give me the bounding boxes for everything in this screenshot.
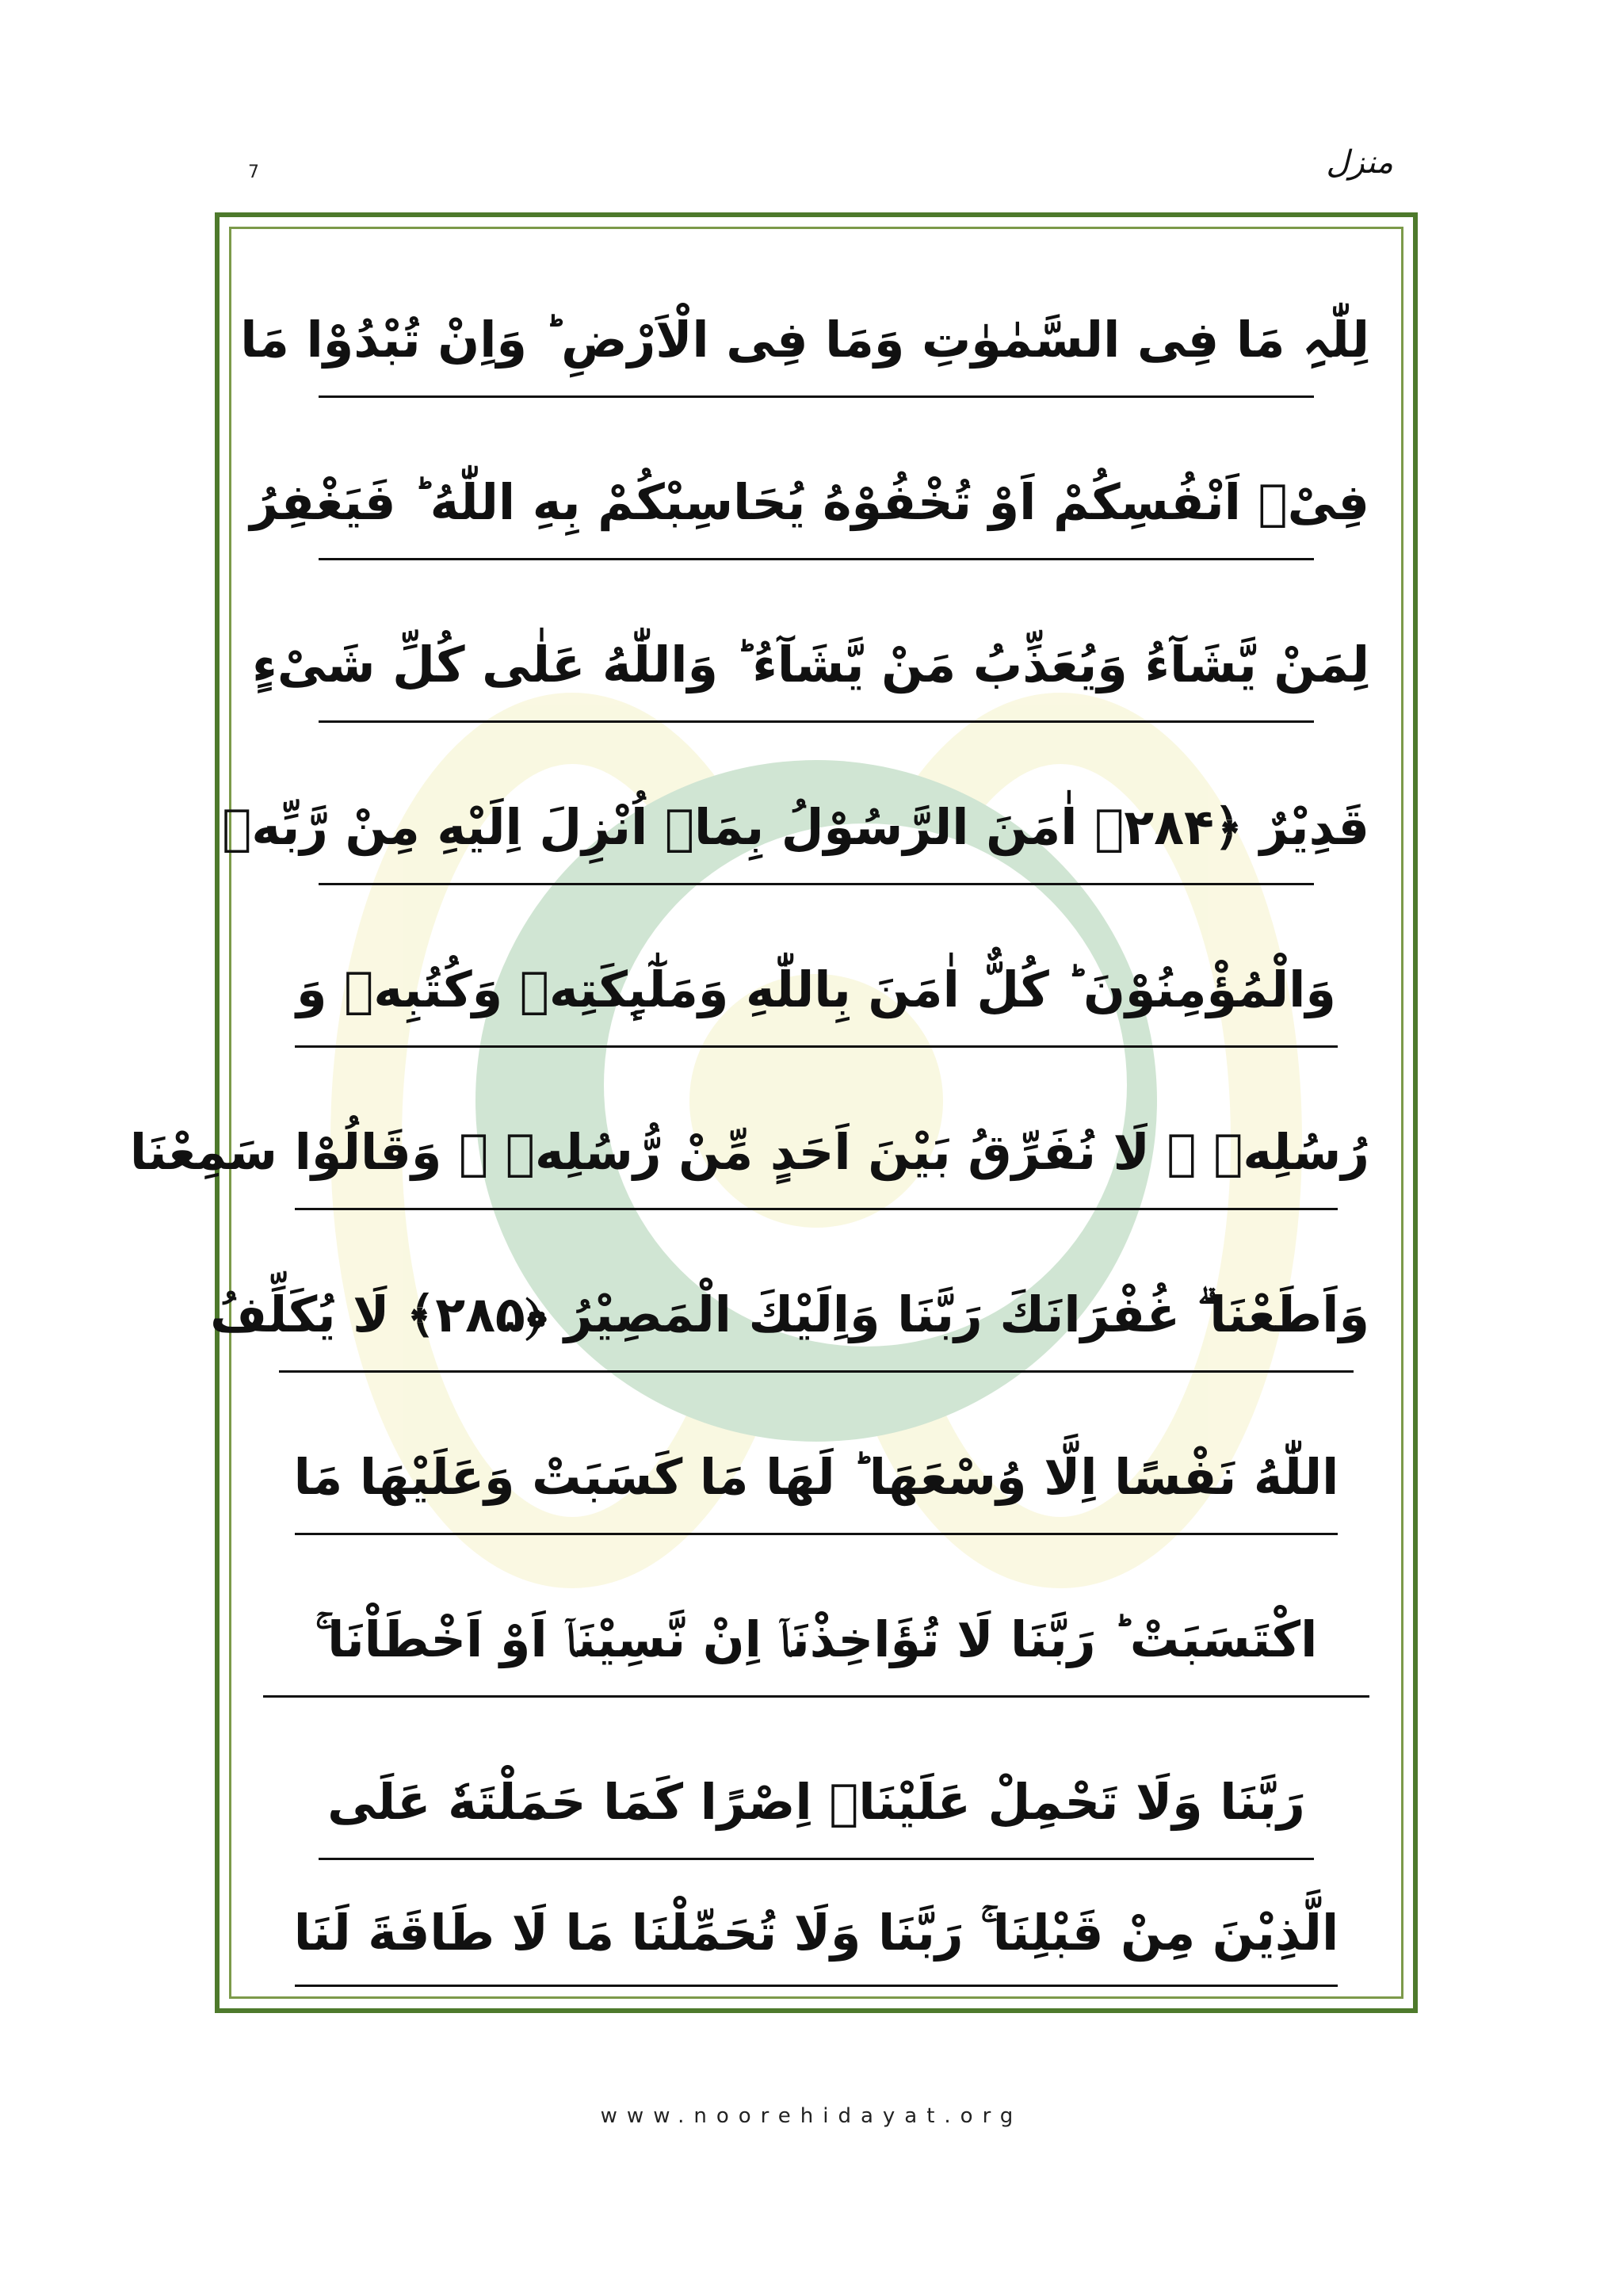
verse-text: الَّذِیْنَ مِنْ قَبْلِنَا ۚ رَبَّنَا وَلَا تُحَمِّلْنَا مَا لَا طَاقَةَ لَنَا [293, 1904, 1339, 1962]
verse-text: فِیْۤ اَنْفُسِكُمْ اَوْ تُخْفُوْهُ یُحَاسِبْكُمْ بِهِ اللّٰهُ ؕ فَیَغْفِرُ [250, 473, 1369, 531]
verse-text: اللّٰهُ نَفْسًا اِلَّا وُسْعَهَا ؕ لَهَا مَا كَسَبَتْ وَعَلَیْهَا مَا [293, 1448, 1339, 1506]
verse-text: اكْتَسَبَتْ ؕ رَبَّنَا لَا تُؤَاخِذْنَاۤ اِنْ نَّسِیْنَاۤ اَوْ اَخْطَاْنَا ۚ [315, 1610, 1318, 1668]
verse-text: رَبَّنَا وَلَا تَحْمِلْ عَلَیْنَاۤ اِصْرًا كَمَا حَمَلْتَهٗ عَلَی [327, 1773, 1305, 1831]
verse-line [222, 748, 1401, 911]
footer-url: www.noorehidayat.org [600, 2104, 1023, 2128]
manzil-header: منزل [1326, 144, 1393, 181]
verse-lines [129, 229, 1401, 1996]
verse-text: لِلّٰہِ مَا فِی السَّمٰوٰتِ وَمَا فِی الْاَرْضِ ؕ وَاِنْ تُبْدُوْا مَا [240, 311, 1369, 369]
verse-rule [319, 1858, 1314, 1860]
page-number: 7 [248, 162, 259, 182]
verse-rule [295, 1533, 1338, 1535]
verse-rule [295, 1045, 1338, 1048]
verse-text: وَالْمُؤْمِنُوْنَ ؕ كُلٌّ اٰمَنَ بِاللّٰهِ وَمَلٰٓىِٕكَتِهٖ وَكُتُبِهٖ وَ [296, 961, 1336, 1018]
page-frame-inner [129, 227, 1403, 1999]
verse-rule [295, 1208, 1338, 1210]
verse-line [231, 911, 1401, 1073]
verse-rule [319, 558, 1314, 560]
verse-line [231, 261, 1401, 423]
verse-rule [319, 883, 1314, 885]
verse-line [129, 1073, 1401, 1236]
verse-text: وَاَطَعْنَا ۗ غُفْرَانَكَ رَبَّنَا وَاِلَیْكَ الْمَصِیْرُ ﴿۲۸۵﴾ لَا یُكَلِّفُ [210, 1286, 1369, 1343]
verse-line [231, 1885, 1401, 1996]
verse-line [231, 423, 1401, 586]
verse-rule [263, 1695, 1369, 1698]
verse-line [231, 586, 1401, 748]
verse-rule [319, 395, 1314, 398]
verse-text: لِمَنْ یَّشَآءُ وَیُعَذِّبُ مَنْ یَّشَآءُ ؕ وَاللّٰهُ عَلٰی كُلِّ شَیْءٍ [252, 636, 1369, 693]
verse-line [231, 1561, 1401, 1723]
verse-rule [295, 1985, 1338, 1987]
page-frame [129, 212, 1418, 2013]
verse-line [210, 1236, 1401, 1398]
verse-line [231, 1723, 1401, 1885]
verse-text: قَدِیْرٌ ﴿۲۸۴﴾ اٰمَنَ الرَّسُوْلُ بِمَاۤ اُنْزِلَ اِلَیْهِ مِنْ رَّبِّهٖ [222, 798, 1369, 856]
verse-rule [279, 1370, 1354, 1373]
verse-text: رُسُلِهٖ ۟ لَا نُفَرِّقُ بَیْنَ اَحَدٍ مِّنْ رُّسُلِهٖ ۟ وَقَالُوْا سَمِعْنَا [129, 1123, 1369, 1181]
verse-rule [319, 720, 1314, 723]
verse-line [231, 1398, 1401, 1561]
